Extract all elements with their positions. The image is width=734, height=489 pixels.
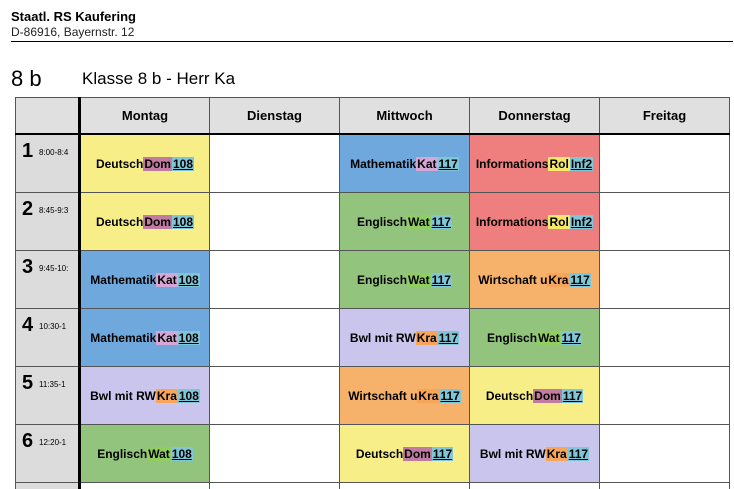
period-time: 8:45-9:3 <box>39 206 69 215</box>
period-row <box>16 251 730 309</box>
lesson-cell <box>470 309 600 367</box>
period-time: 10:30-1 <box>39 322 67 331</box>
lesson-teacher: Rol <box>549 214 569 229</box>
lesson-cell <box>470 134 600 193</box>
period-label <box>16 425 80 483</box>
empty-lesson-cell <box>210 193 340 251</box>
timetable <box>15 97 730 489</box>
empty-lesson-cell <box>340 483 470 489</box>
period-label <box>16 367 80 425</box>
lesson-room: 117 <box>570 272 590 287</box>
lesson-subject: Englisch <box>357 272 408 287</box>
lesson-teacher: Rol <box>549 156 569 171</box>
day-header-dienstag: Dienstag <box>210 98 340 135</box>
period-label <box>16 309 80 367</box>
lesson-room: 117 <box>561 330 581 345</box>
empty-lesson-cell <box>600 134 730 193</box>
period-number: 3 <box>22 256 34 278</box>
period-row <box>16 134 730 193</box>
lesson-cell <box>80 251 210 309</box>
period-time: 8:00-8:4 <box>39 148 69 157</box>
header-corner <box>16 98 80 135</box>
lesson-cell <box>340 134 470 193</box>
lesson-room: 117 <box>438 330 459 345</box>
empty-lesson-cell <box>210 425 340 483</box>
lesson-room: 108 <box>178 388 199 403</box>
lesson-subject: Informations <box>475 156 549 171</box>
empty-lesson-cell <box>210 134 340 193</box>
lesson-teacher: Dom <box>144 214 171 229</box>
lesson-subject: Wirtschaft u <box>478 272 548 287</box>
lesson-teacher: Kat <box>157 272 177 287</box>
period-label <box>16 251 80 309</box>
period-label <box>16 193 80 251</box>
lesson-subject: Bwl mit RW <box>349 330 416 345</box>
lesson-room: 108 <box>178 330 199 345</box>
lesson-room: 108 <box>172 156 194 171</box>
period-time: 12:20-1 <box>39 438 67 447</box>
lesson-teacher: Kat <box>417 156 437 171</box>
empty-lesson-cell <box>600 483 730 489</box>
lesson-teacher: Dom <box>404 446 431 461</box>
lesson-subject: Deutsch <box>95 214 144 229</box>
period-label <box>16 134 80 193</box>
lesson-teacher: Kat <box>157 330 177 345</box>
day-header-row <box>16 98 730 135</box>
lesson-subject: Mathematik <box>350 156 417 171</box>
lesson-cell <box>80 367 210 425</box>
lesson-teacher: Kra <box>416 330 437 345</box>
lesson-teacher: Dom <box>534 388 561 403</box>
period-row <box>16 425 730 483</box>
lesson-room: Inf2 <box>570 156 593 171</box>
lesson-subject: Englisch <box>487 330 538 345</box>
empty-lesson-cell <box>470 483 600 489</box>
period-time: 11:35-1 <box>39 380 66 389</box>
empty-lesson-cell <box>16 483 80 489</box>
lesson-cell <box>470 367 600 425</box>
lesson-subject: Bwl mit RW <box>90 388 156 403</box>
period-number: 5 <box>22 372 34 394</box>
lesson-teacher: Wat <box>408 272 430 287</box>
lesson-room: 108 <box>171 446 192 461</box>
lesson-subject: Mathematik <box>90 330 157 345</box>
class-title: Klasse 8 b - Herr Ka <box>82 69 236 88</box>
day-header-montag: Montag <box>80 98 210 135</box>
lesson-subject: Deutsch <box>485 388 534 403</box>
lesson-room: 117 <box>431 272 451 287</box>
lesson-cell <box>80 134 210 193</box>
lesson-cell <box>80 309 210 367</box>
lesson-cell <box>470 251 600 309</box>
empty-lesson-cell <box>210 309 340 367</box>
period-row <box>16 309 730 367</box>
lesson-cell <box>470 425 600 483</box>
period-number: 4 <box>22 314 34 336</box>
lesson-subject: Mathematik <box>90 272 157 287</box>
lesson-room: 108 <box>172 214 194 229</box>
lesson-teacher: Wat <box>148 446 170 461</box>
lesson-subject: Deutsch <box>95 156 144 171</box>
lesson-teacher: Kra <box>156 388 177 403</box>
lesson-room: 117 <box>432 446 453 461</box>
lesson-subject: Bwl mit RW <box>479 446 546 461</box>
period-number: 2 <box>22 198 34 220</box>
lesson-subject: Englisch <box>97 446 148 461</box>
lesson-cell <box>340 309 470 367</box>
header-divider <box>11 41 733 42</box>
school-name: Staatl. RS Kaufering <box>11 9 136 24</box>
lesson-room: 117 <box>568 446 589 461</box>
lesson-subject: Deutsch <box>355 446 404 461</box>
lesson-teacher: Kra <box>546 446 567 461</box>
lesson-room: Inf2 <box>570 214 593 229</box>
lesson-cell <box>340 251 470 309</box>
empty-lesson-cell <box>210 367 340 425</box>
empty-lesson-cell <box>80 483 210 489</box>
lesson-subject: Informations <box>475 214 549 229</box>
lesson-room: 117 <box>431 214 451 229</box>
lesson-subject: Englisch <box>357 214 408 229</box>
lesson-cell <box>340 367 470 425</box>
period-row <box>16 367 730 425</box>
lesson-cell <box>470 193 600 251</box>
day-header-freitag: Freitag <box>600 98 730 135</box>
lesson-cell <box>80 193 210 251</box>
lesson-teacher: Kra <box>548 272 569 287</box>
empty-lesson-cell <box>600 425 730 483</box>
lesson-room: 117 <box>562 388 583 403</box>
period-row <box>16 193 730 251</box>
empty-lesson-cell <box>600 251 730 309</box>
lesson-teacher: Dom <box>144 156 171 171</box>
empty-lesson-cell <box>600 193 730 251</box>
empty-lesson-cell <box>210 251 340 309</box>
period-time: 9:45-10: <box>39 264 69 273</box>
lesson-room: 108 <box>178 272 199 287</box>
lesson-room: 117 <box>438 156 458 171</box>
day-header-mittwoch: Mittwoch <box>340 98 470 135</box>
lesson-subject: Wirtschaft u <box>348 388 418 403</box>
school-address: D-86916, Bayernstr. 12 <box>11 25 135 39</box>
timetable-body <box>16 134 730 489</box>
lesson-room: 117 <box>440 388 460 403</box>
class-code: 8 b <box>11 66 42 91</box>
empty-lesson-cell <box>210 483 340 489</box>
lesson-teacher: Wat <box>408 214 430 229</box>
period-row <box>16 483 730 489</box>
lesson-teacher: Kra <box>418 388 439 403</box>
day-header-donnerstag: Donnerstag <box>470 98 600 135</box>
empty-lesson-cell <box>600 309 730 367</box>
lesson-cell <box>340 425 470 483</box>
period-number: 1 <box>22 140 34 162</box>
empty-lesson-cell <box>600 367 730 425</box>
lesson-teacher: Wat <box>538 330 560 345</box>
period-number: 6 <box>22 430 34 452</box>
lesson-cell <box>340 193 470 251</box>
lesson-cell <box>80 425 210 483</box>
